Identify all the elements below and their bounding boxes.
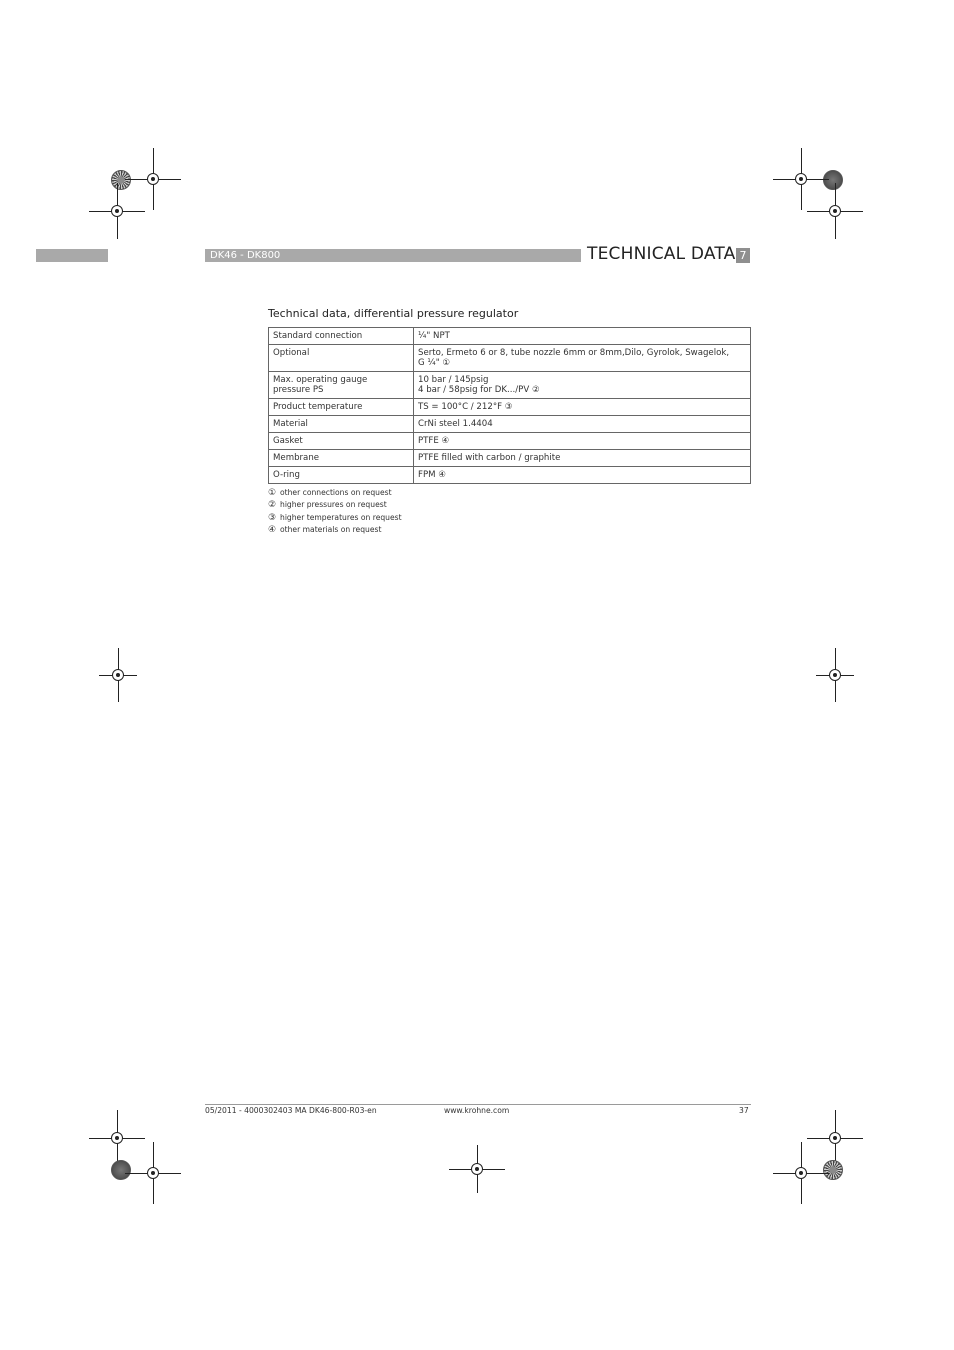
row-label: Max. operating gauge pressure PS (269, 372, 414, 399)
row-label: Membrane (269, 450, 414, 467)
header-band-left (36, 249, 108, 262)
row-label: Standard connection (269, 328, 414, 345)
footnotes (268, 487, 402, 536)
footnote-number: ④ (268, 524, 277, 535)
row-value: ¼" NPT (414, 328, 751, 345)
registration-mark-icon (449, 1145, 505, 1193)
table-row (269, 467, 751, 484)
table-row (269, 416, 751, 433)
row-label: Material (269, 416, 414, 433)
table-row (269, 450, 751, 467)
table-row (269, 433, 751, 450)
product-title: DK46 - DK800 (210, 250, 281, 261)
footnote-number: ② (268, 500, 277, 511)
section-title: TECHNICAL DATA (587, 244, 736, 264)
registration-mark-icon (125, 1142, 181, 1204)
page-number: 37 (739, 1106, 749, 1115)
row-value: Serto, Ermeto 6 or 8, tube nozzle 6mm or 8mm,Dilo, Gyrolok, Swagelok, G ¼" ① (414, 345, 751, 372)
footnote-text: higher pressures on request (280, 500, 387, 510)
row-value: FPM ④ (414, 467, 751, 484)
technical-data-table (268, 327, 751, 484)
footer-document-id: 05/2011 - 4000302403 MA DK46-800-R03-en (205, 1106, 377, 1115)
footnote-text: other materials on request (280, 524, 382, 534)
table-row (269, 328, 751, 345)
row-label: Product temperature (269, 399, 414, 416)
row-value: CrNi steel 1.4404 (414, 416, 751, 433)
chapter-number: 7 (736, 248, 750, 263)
table-row (269, 372, 751, 399)
registration-mark-icon (89, 183, 145, 239)
table-row (269, 399, 751, 416)
footnote (268, 524, 402, 536)
registration-mark-icon (807, 183, 863, 239)
row-value: 10 bar / 145psig 4 bar / 58psig for DK.../PV ② (414, 372, 751, 399)
table-heading: Technical data, differential pressure regulator (268, 307, 519, 320)
footnote-number: ③ (268, 512, 277, 523)
row-label: O-ring (269, 467, 414, 484)
row-value: TS = 100°C / 212°F ③ (414, 399, 751, 416)
footer-divider (205, 1104, 751, 1105)
row-label: Gasket (269, 433, 414, 450)
row-value: PTFE filled with carbon / graphite (414, 450, 751, 467)
footnote-number: ① (268, 488, 277, 498)
footnote-text: higher temperatures on request (280, 512, 402, 522)
row-label: Optional (269, 345, 414, 372)
registration-mark-icon (99, 648, 137, 702)
footnote (268, 487, 402, 499)
footer-website: www.krohne.com (444, 1106, 510, 1115)
registration-mark-icon (773, 1142, 829, 1204)
row-value: PTFE ④ (414, 433, 751, 450)
footnote (268, 499, 402, 511)
footnote-text: other connections on request (280, 488, 392, 497)
table-row (269, 345, 751, 372)
registration-mark-icon (816, 648, 854, 702)
footnote (268, 512, 402, 524)
